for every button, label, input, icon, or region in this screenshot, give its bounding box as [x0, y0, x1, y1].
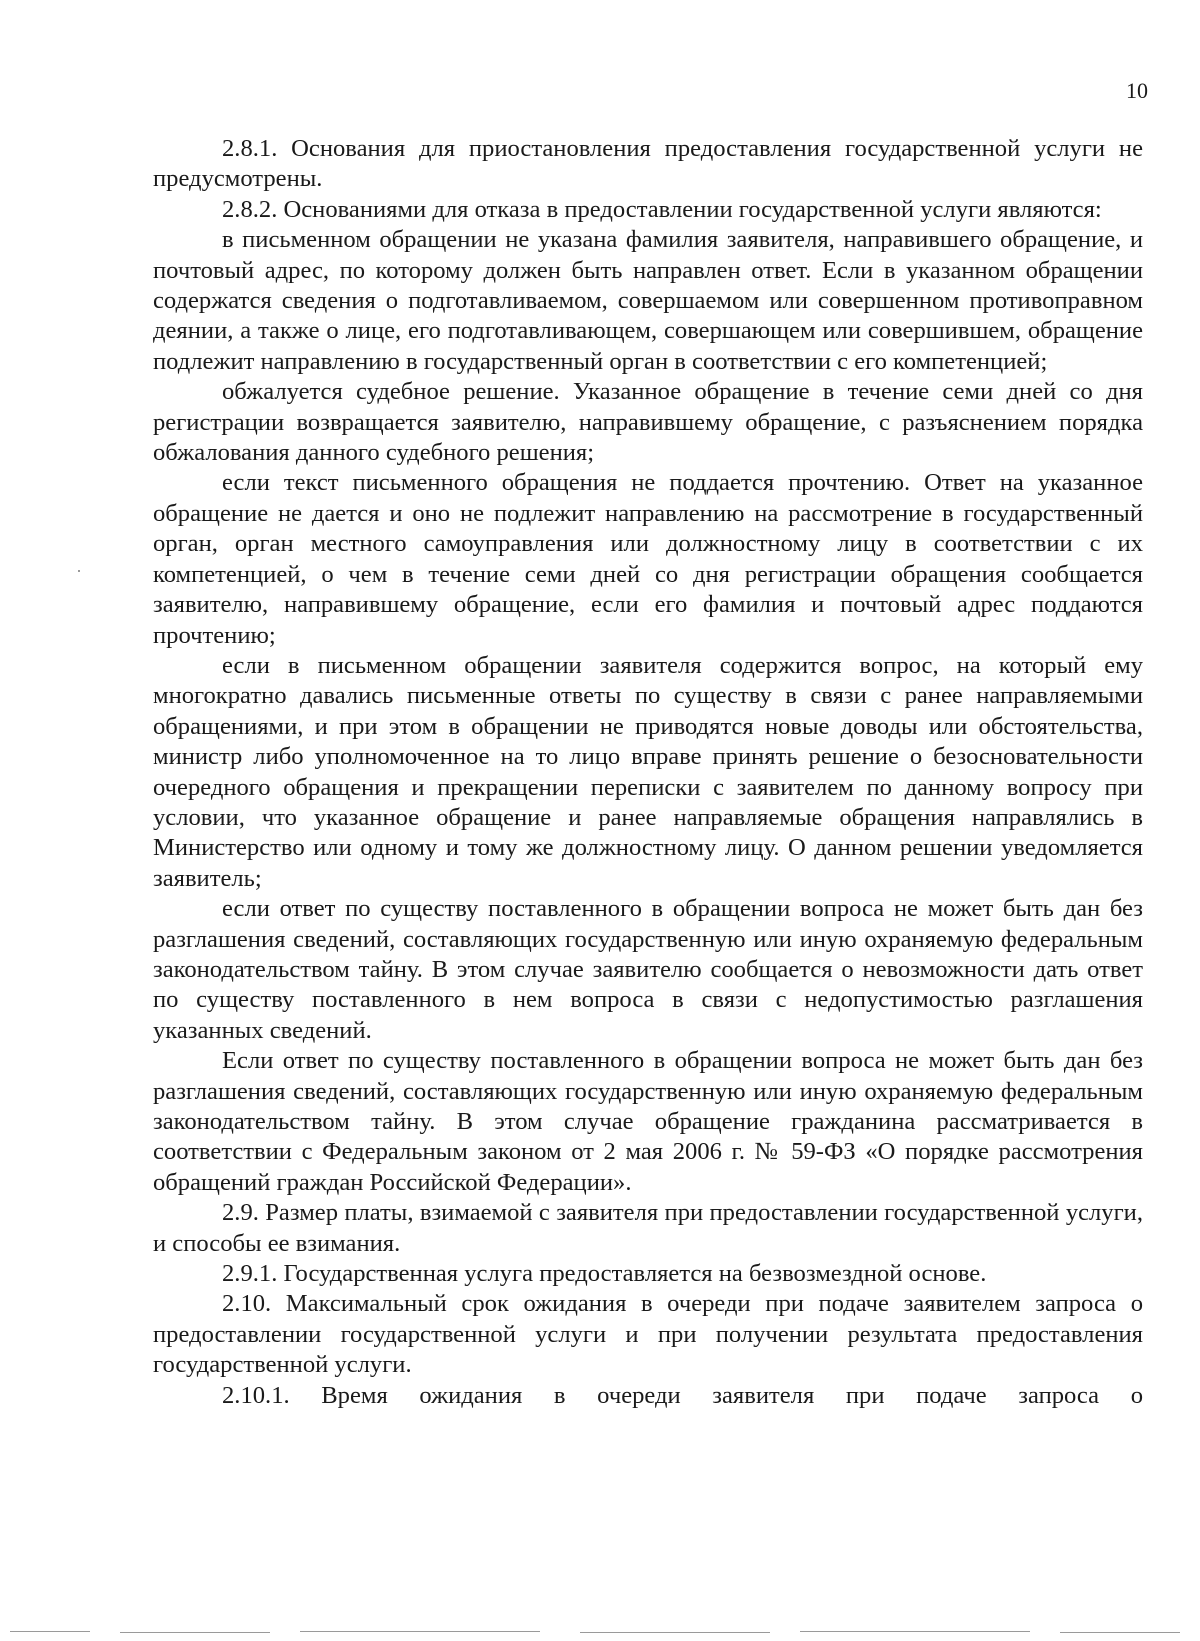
document-body: [153, 134, 1143, 1411]
scan-edge-line: [800, 1631, 1030, 1632]
scan-edge-line: [580, 1632, 770, 1633]
paragraph-unreadable-text: если текст письменного обращения не поддается прочтению. Ответ на указанное обращение не дается и оно не подлежит направлению на рассмотрение в государственный орган, орган местного самоуправления или должностному лицу в соответствии с их компетенцией, о чем в течение семи дней со дня регистрации обращения сообщается заявителю, направившему обращение, если его фамилия и почтовый адрес поддаются прочтению;: [153, 469, 1143, 649]
paragraph-2-8-1: 2.8.1. Основания для приостановления предоставления государственной услуги не предусмотрены.: [153, 135, 1143, 193]
scan-edge-line: [120, 1632, 270, 1633]
scan-edge-line: [1060, 1632, 1180, 1633]
paragraph-court-decision: обжалуется судебное решение. Указанное обращение в течение семи дней со дня регистрации возвращается заявителю, направившему обращение, с разъяснением порядка обжалования данного судебного решения;: [153, 378, 1143, 467]
page-number: 10: [1126, 78, 1148, 103]
paragraph-2-9: 2.9. Размер платы, взимаемой с заявителя при предоставлении государственной услуги, и способы ее взимания.: [153, 1199, 1143, 1257]
paragraph-state-secret: если ответ по существу поставленного в обращении вопроса не может быть дан без разглашения сведений, составляющих государственную или иную охраняемую федеральным законодательством тайну. В этом случае заявителю сообщается о невозможности дать ответ по существу поставленного в нем вопроса в связи с недопустимостью разглашения указанных сведений.: [153, 895, 1143, 1044]
paragraph-repeated-question: если в письменном обращении заявителя содержится вопрос, на который ему многократно давались письменные ответы по существу в связи с ранее направляемыми обращениями, и при этом в обращении не приводятся новые доводы или обстоятельства, министр либо уполномоченное на то лицо вправе принять решение о безосновательности очередного обращения и прекращении переписки с заявителем по данному вопросу при условии, что указанное обращение и ранее направляемые обращения направлялись в Министерство или одному и тому же должностному лицу. О данном решении уведомляется заявитель;: [153, 651, 1143, 892]
paragraph-2-9-1: 2.9.1. Государственная услуга предоставляется на безвозмездной основе.: [222, 1260, 987, 1288]
paragraph-no-surname: в письменном обращении не указана фамилия заявителя, направившего обращение, и почтовый адрес, по которому должен быть направлен ответ. Если в указанном обращении содержатся сведения о подготавливаемом, совершаемом или совершенном противоправном деянии, а также о лице, его подготавливающем, совершающем или совершившем, обращение подлежит направлению в государственный орган в соответствии с его компетенцией;: [153, 226, 1143, 375]
scan-edge-line: [10, 1631, 90, 1632]
paragraph-2-10: 2.10. Максимальный срок ожидания в очереди при подаче заявителем запроса о предоставлении государственной услуги и при получении результата предоставления государственной услуги.: [153, 1290, 1143, 1379]
scan-speck: [78, 570, 80, 572]
paragraph-2-8-2: 2.8.2. Основаниями для отказа в предоставлении государственной услуги являются:: [222, 195, 1102, 223]
paragraph-2-10-1: 2.10.1. Время ожидания в очереди заявителя при подаче запроса о: [222, 1381, 1143, 1409]
scan-edge-line: [300, 1631, 540, 1632]
paragraph-federal-law: Если ответ по существу поставленного в обращении вопроса не может быть дан без разглашения сведений, составляющих государственную или иную охраняемую федеральным законодательством тайну. В этом случае обращение гражданина рассматривается в соответствии с Федеральным законом от 2 мая 2006 г. № 59-ФЗ «О порядке рассмотрения обращений граждан Российской Федерации».: [153, 1047, 1143, 1196]
